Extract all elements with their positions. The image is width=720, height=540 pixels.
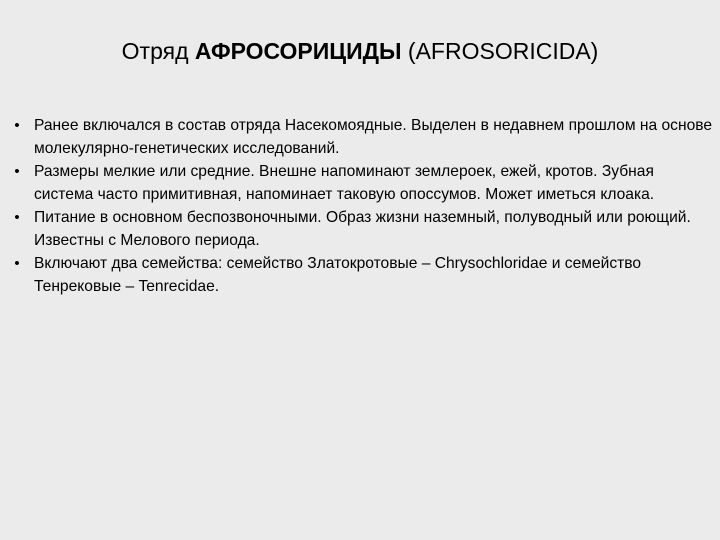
bullet-dot-icon: • — [14, 255, 20, 272]
bullet-text: Ранее включался в состав отряда Насекомоядные. Выделен в недавнем прошлом на основе молекулярно-генетических исследований. — [34, 117, 713, 157]
bullet-text: Размеры мелкие или средние. Внешне напоминают землероек, ежей, кротов. Зубная система часто примитивная, напоминает таковую опоссумов. Может иметься клоака. — [34, 163, 655, 203]
bullet-item — [10, 114, 716, 160]
bullet-text: Питание в основном беспозвоночными. Образ жизни наземный, полуводный или роющий. Известны с Мелового периода. — [34, 209, 691, 249]
bullet-list — [10, 114, 716, 298]
title-prefix: Отряд — [121, 38, 195, 64]
bullet-text: Включают два семейства: семейство Златокротовые – Chrysochloridae и семейство Тенрековые – Tenrecidae. — [34, 255, 642, 295]
title-bold: АФРОСОРИЦИДЫ — [194, 38, 402, 64]
bullet-dot-icon: • — [14, 163, 20, 180]
bullet-dot-icon: • — [14, 209, 20, 226]
bullet-item — [10, 252, 716, 298]
title-suffix: (AFROSORICIDA) — [401, 38, 599, 64]
bullet-item — [10, 206, 716, 252]
bullet-item — [10, 160, 716, 206]
bullet-dot-icon: • — [14, 117, 20, 134]
slide-title — [0, 36, 720, 66]
